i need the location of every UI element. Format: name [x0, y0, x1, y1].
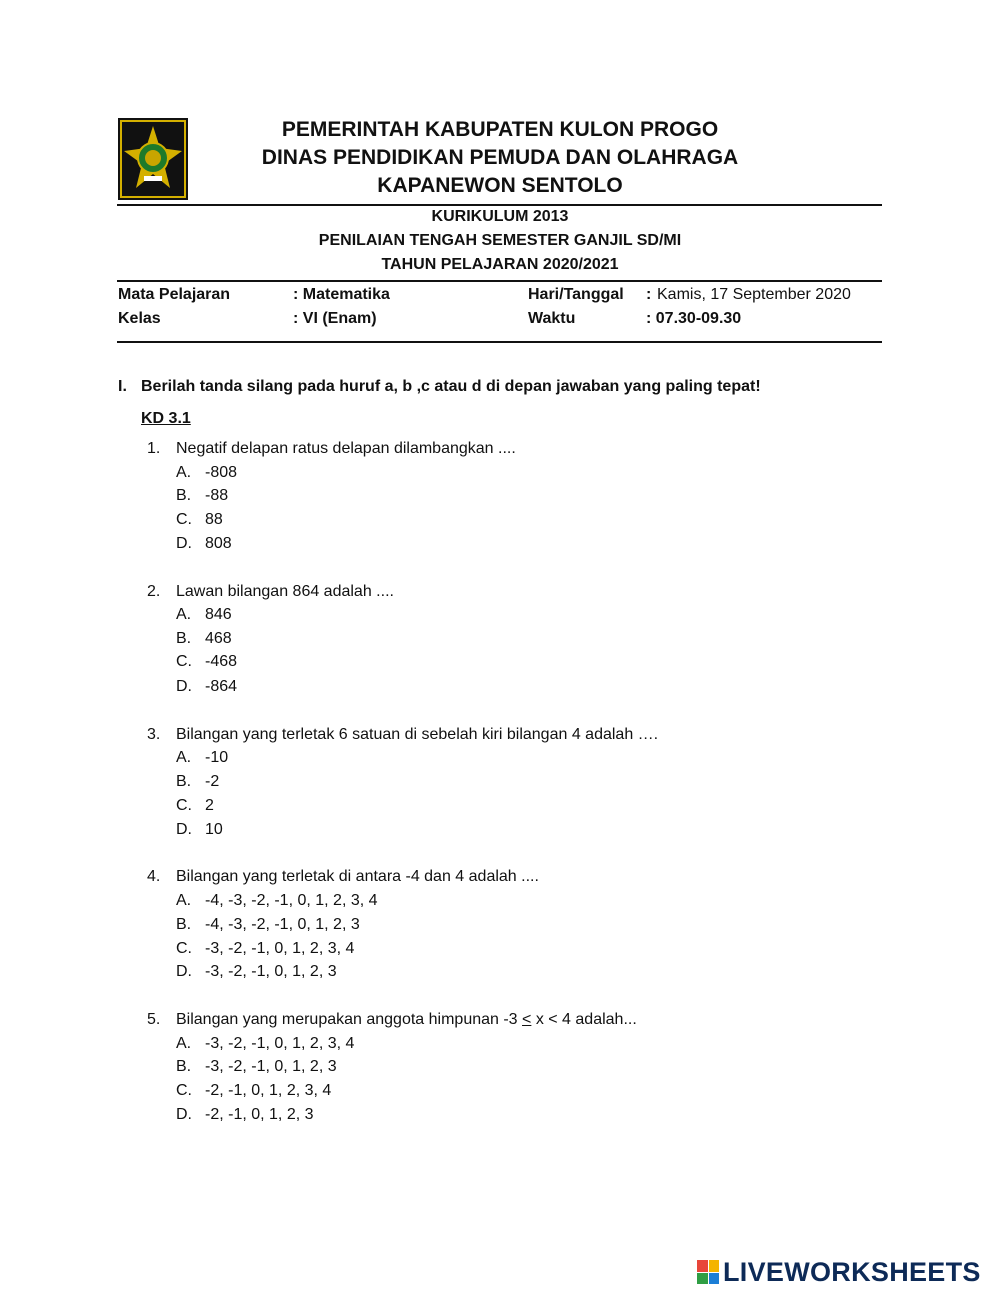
option-3b[interactable] — [176, 773, 219, 791]
option-text: 88 — [205, 511, 223, 528]
option-text: -3, -2, -1, 0, 1, 2, 3, 4 — [205, 940, 355, 957]
option-letter: C. — [176, 1082, 192, 1099]
option-letter: B. — [176, 487, 192, 504]
option-5b[interactable] — [176, 1058, 337, 1076]
option-2a[interactable] — [176, 606, 232, 624]
option-letter: B. — [176, 630, 192, 647]
option-letter: A. — [176, 464, 192, 481]
option-5c[interactable] — [176, 1082, 331, 1100]
option-text: 846 — [205, 606, 232, 623]
option-text: 2 — [205, 797, 214, 814]
option-letter: D. — [176, 678, 192, 695]
option-text: -2, -1, 0, 1, 2, 3 — [205, 1106, 314, 1123]
kelas-label: Kelas — [118, 310, 161, 327]
option-text: -3, -2, -1, 0, 1, 2, 3 — [205, 963, 337, 980]
option-text: 808 — [205, 535, 232, 552]
kd-label: KD 3.1 — [141, 410, 191, 427]
option-text: -4, -3, -2, -1, 0, 1, 2, 3 — [205, 916, 360, 933]
option-letter: A. — [176, 606, 192, 623]
option-3a[interactable] — [176, 749, 228, 767]
option-4b[interactable] — [176, 916, 360, 934]
question-text: Bilangan yang terletak 6 satuan di sebelah kiri bilangan 4 adalah …. — [176, 726, 659, 743]
question-text: Bilangan yang terletak di antara -4 dan 4 adalah .... — [176, 868, 539, 885]
brand-text: LIVEWORKSHEETS — [723, 1256, 981, 1287]
option-text: -3, -2, -1, 0, 1, 2, 3 — [205, 1058, 337, 1075]
question-1 — [147, 440, 516, 458]
question-number: 1. — [147, 440, 161, 457]
hari-colon: : — [646, 286, 652, 303]
option-3c[interactable] — [176, 797, 214, 815]
option-2c[interactable] — [176, 653, 237, 671]
liveworksheets-logo-icon — [697, 1260, 719, 1284]
section-number: I. — [118, 378, 127, 395]
less-equal-symbol: < — [522, 1011, 532, 1028]
info-bottom-divider — [117, 341, 882, 343]
option-2d[interactable] — [176, 678, 237, 696]
option-4c[interactable] — [176, 940, 354, 958]
option-letter: C. — [176, 797, 192, 814]
option-letter: D. — [176, 535, 192, 552]
option-letter: C. — [176, 940, 192, 957]
option-letter: C. — [176, 511, 192, 528]
option-letter: B. — [176, 1058, 192, 1075]
question-3 — [147, 726, 658, 744]
question-5 — [147, 1011, 637, 1029]
question-2 — [147, 583, 394, 601]
question-number: 3. — [147, 726, 161, 743]
kelas-value: : VI (Enam) — [293, 310, 377, 327]
question-number: 2. — [147, 583, 161, 600]
option-4d[interactable] — [176, 963, 337, 981]
header-line-2: DINAS PENDIDIKAN PEMUDA DAN OLAHRAGA — [261, 146, 739, 169]
option-letter: A. — [176, 749, 192, 766]
header-line-4: KURIKULUM 2013 — [431, 208, 569, 225]
info-top-divider — [117, 280, 882, 282]
option-letter: D. — [176, 963, 192, 980]
option-4a[interactable] — [176, 892, 378, 910]
option-text: 10 — [205, 821, 223, 838]
option-1a[interactable] — [176, 464, 237, 482]
option-text: -808 — [205, 464, 238, 481]
option-1c[interactable] — [176, 511, 223, 529]
question-text-after: x < 4 adalah... — [531, 1011, 637, 1028]
option-letter: C. — [176, 653, 192, 670]
option-letter: D. — [176, 1106, 192, 1123]
option-1d[interactable] — [176, 535, 232, 553]
question-text: Lawan bilangan 864 adalah .... — [176, 583, 394, 600]
header-line-3: KAPANEWON SENTOLO — [377, 174, 623, 197]
section-instruction — [118, 378, 761, 396]
option-5a[interactable] — [176, 1035, 354, 1053]
option-text: -3, -2, -1, 0, 1, 2, 3, 4 — [205, 1035, 355, 1052]
hari-label: Hari/Tanggal — [528, 286, 624, 303]
option-1b[interactable] — [176, 487, 228, 505]
option-text: -10 — [205, 749, 229, 766]
instruction-text: Berilah tanda silang pada huruf a, b ,c atau d di depan jawaban yang paling tepat! — [141, 378, 761, 395]
option-letter: B. — [176, 773, 192, 790]
question-text: Negatif delapan ratus delapan dilambangkan .... — [176, 440, 516, 457]
waktu-value: : 07.30-09.30 — [646, 310, 742, 327]
header-line-5: PENILAIAN TENGAH SEMESTER GANJIL SD/MI — [318, 232, 682, 249]
option-text: -2 — [205, 773, 220, 790]
option-text: -2, -1, 0, 1, 2, 3, 4 — [205, 1082, 332, 1099]
header-line-6: TAHUN PELAJARAN 2020/2021 — [381, 256, 619, 273]
option-letter: A. — [176, 892, 192, 909]
option-text: 468 — [205, 630, 232, 647]
question-text-before: Bilangan yang merupakan anggota himpunan -3 — [176, 1011, 523, 1028]
hari-value: Kamis, 17 September 2020 — [657, 286, 851, 303]
header-divider — [117, 204, 882, 206]
option-letter: D. — [176, 821, 192, 838]
option-text: -468 — [205, 653, 238, 670]
option-letter: B. — [176, 916, 192, 933]
question-number: 4. — [147, 868, 161, 885]
option-text: -864 — [205, 678, 238, 695]
option-letter: A. — [176, 1035, 192, 1052]
option-text: -4, -3, -2, -1, 0, 1, 2, 3, 4 — [205, 892, 378, 909]
waktu-label: Waktu — [528, 310, 576, 327]
option-5d[interactable] — [176, 1106, 314, 1124]
mapel-label: Mata Pelajaran — [118, 286, 231, 303]
question-number: 5. — [147, 1011, 161, 1028]
question-4 — [147, 868, 539, 886]
option-text: -88 — [205, 487, 229, 504]
mapel-value: : Matematika — [293, 286, 390, 303]
option-2b[interactable] — [176, 630, 232, 648]
header-line-1: PEMERINTAH KABUPATEN KULON PROGO — [281, 118, 719, 141]
liveworksheets-brand[interactable] — [697, 1258, 981, 1286]
option-3d[interactable] — [176, 821, 223, 839]
